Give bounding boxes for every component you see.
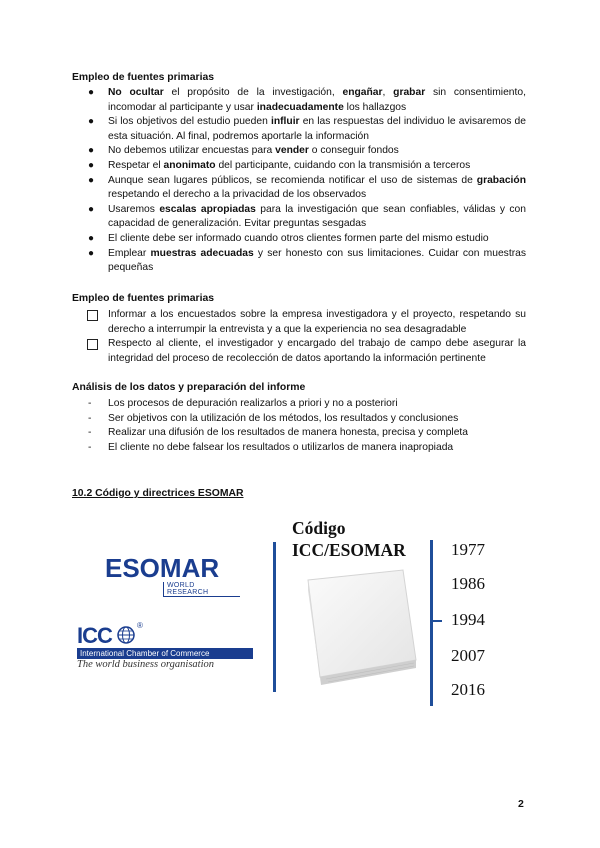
section-title-esomar-code: 10.2 Código y directrices ESOMAR [72, 488, 244, 499]
registered-mark: ® [137, 621, 143, 630]
text-run: Si los objetivos del estudio pueden [108, 116, 271, 128]
bold-text: grabar [393, 87, 426, 98]
icc-name-bar: International Chamber of Commerce [77, 648, 253, 659]
bullet-dot-icon: ● [88, 145, 95, 157]
dash-marker: - [88, 398, 92, 409]
checkbox-list [108, 308, 526, 366]
bullet-dot-icon: ● [88, 247, 95, 259]
bold-text: engañar [342, 87, 383, 98]
dash-marker: - [88, 412, 92, 424]
icc-tagline: The world business organisation [77, 659, 215, 670]
text-run: o conseguir fondos [308, 145, 399, 157]
bullet-dot-icon: ● [88, 116, 95, 128]
checkbox-item-text: Respecto al cliente, el investigador y encargado del trabajo de campo debe asegurar la integridad del proceso de recolección de datos aportando la información pertinente [108, 338, 526, 364]
dash-marker: - [88, 441, 92, 453]
left-accent-bar [273, 542, 276, 692]
bullet-dot-icon: ● [88, 203, 95, 215]
dash-item [88, 397, 526, 412]
icc-logo-text: ICC [77, 623, 112, 648]
text-run: Respetar el [108, 159, 164, 171]
year-1986: 1986 [451, 574, 485, 593]
bold-text: vender [275, 145, 309, 157]
bullet-dot-icon: ● [88, 87, 95, 98]
icc-logo [77, 623, 253, 670]
text-run: del participante, cuidando con la transmisión a terceros [215, 159, 471, 171]
checkbox-icon [87, 310, 98, 321]
year-2016: 2016 [451, 680, 485, 699]
year-1994: 1994 [451, 610, 485, 629]
section-heading-primary-sources: Empleo de fuentes primarias [72, 72, 215, 83]
esomar-logo [105, 553, 240, 597]
page-number: 2 [518, 798, 524, 810]
bold-text: muestras adecuadas [150, 247, 254, 259]
bullet-item [88, 232, 526, 247]
section-heading-primary-sources-2: Empleo de fuentes primarias [72, 293, 215, 304]
dash-item-text: Realizar una difusión de los resultados de manera honesta, precisa y completa [108, 427, 469, 439]
bullet-item [88, 247, 526, 276]
timeline-bar [430, 540, 433, 706]
bullet-item [88, 115, 526, 144]
checkbox-item [108, 308, 526, 337]
bold-text: No ocultar [108, 87, 164, 98]
section-heading-data-analysis: Análisis de los datos y preparación del informe [72, 382, 306, 393]
globe-icon [117, 626, 135, 644]
bold-text: grabación [476, 174, 526, 186]
dash-item [88, 441, 526, 456]
dash-item-text: Ser objetivos con la utilización de los métodos, los resultados y conclusiones [108, 412, 459, 424]
year-2007: 2007 [451, 646, 485, 665]
checkbox-icon [87, 339, 98, 350]
esomar-logo-subtitle: WORLD RESEARCH [163, 582, 240, 597]
bullet-item [88, 203, 527, 232]
dash-item [88, 426, 526, 441]
code-title-line2: ICC/ESOMAR [292, 540, 406, 560]
text-run: sin consentimiento, incomodar al participante y usar [108, 87, 526, 113]
bullet-item [88, 86, 526, 115]
checkbox-item-text: Informar a los encuestados sobre la empresa investigadora y el proyecto, respetando su derecho a interrumpir la entrevista y a que la experiencia no sea desagradable [108, 309, 526, 335]
text-run: en las respuestas del individuo le avisaremos de esta situación. Al final, podremos aportarle la información [108, 116, 526, 142]
bold-text: inadecuadamente [256, 101, 344, 113]
text-run: respetando el derecho a la privacidad de los observados [108, 189, 367, 201]
bullet-item [88, 144, 526, 159]
code-title-line1: Código [292, 518, 346, 538]
text-run: El cliente debe ser informado cuando otros clientes formen parte del mismo estudio [108, 232, 489, 244]
text-run: No debemos utilizar encuestas para [108, 145, 276, 157]
text-run: Aunque sean lugares públicos, se recomienda notificar el uso de sistemas de [108, 174, 477, 186]
text-run: los hallazgos [343, 101, 407, 113]
text-run: el propósito de la investigación, [163, 87, 343, 98]
text-run: Emplear [108, 247, 151, 259]
text-run: , [382, 87, 394, 98]
book-image [298, 565, 423, 690]
text-run: para la investigación que sean confiables, válidas y con capacidad de generalización. Evitar preguntas sesgadas [108, 203, 527, 230]
text-run: y ser honesto con sus limitaciones. Cuidar con muestras pequeñas [108, 247, 526, 274]
dash-list [88, 397, 526, 455]
checkbox-item [108, 337, 526, 366]
dash-item-text: El cliente no debe falsear los resultados o utilizarlos de manera inapropiada [108, 441, 454, 453]
bullet-dot-icon: ● [88, 232, 95, 244]
dash-marker: - [88, 427, 92, 439]
dash-item [88, 412, 526, 427]
bullet-dot-icon: ● [88, 174, 95, 186]
bold-text: escalas apropiadas [159, 203, 256, 215]
bullet-item [88, 174, 526, 203]
bold-text: anonimato [163, 159, 216, 171]
esomar-logo-text: ESOMAR [105, 553, 220, 583]
bullet-item [88, 159, 526, 174]
bold-text: influir [270, 116, 300, 128]
primary-sources-bullet-list [88, 86, 527, 276]
year-1977: 1977 [451, 540, 485, 559]
dash-item-text: Los procesos de depuración realizarlos a priori y no a posteriori [108, 398, 398, 409]
text-run: Usaremos [108, 203, 160, 215]
timeline-tick [432, 620, 442, 622]
bullet-dot-icon: ● [88, 159, 95, 171]
